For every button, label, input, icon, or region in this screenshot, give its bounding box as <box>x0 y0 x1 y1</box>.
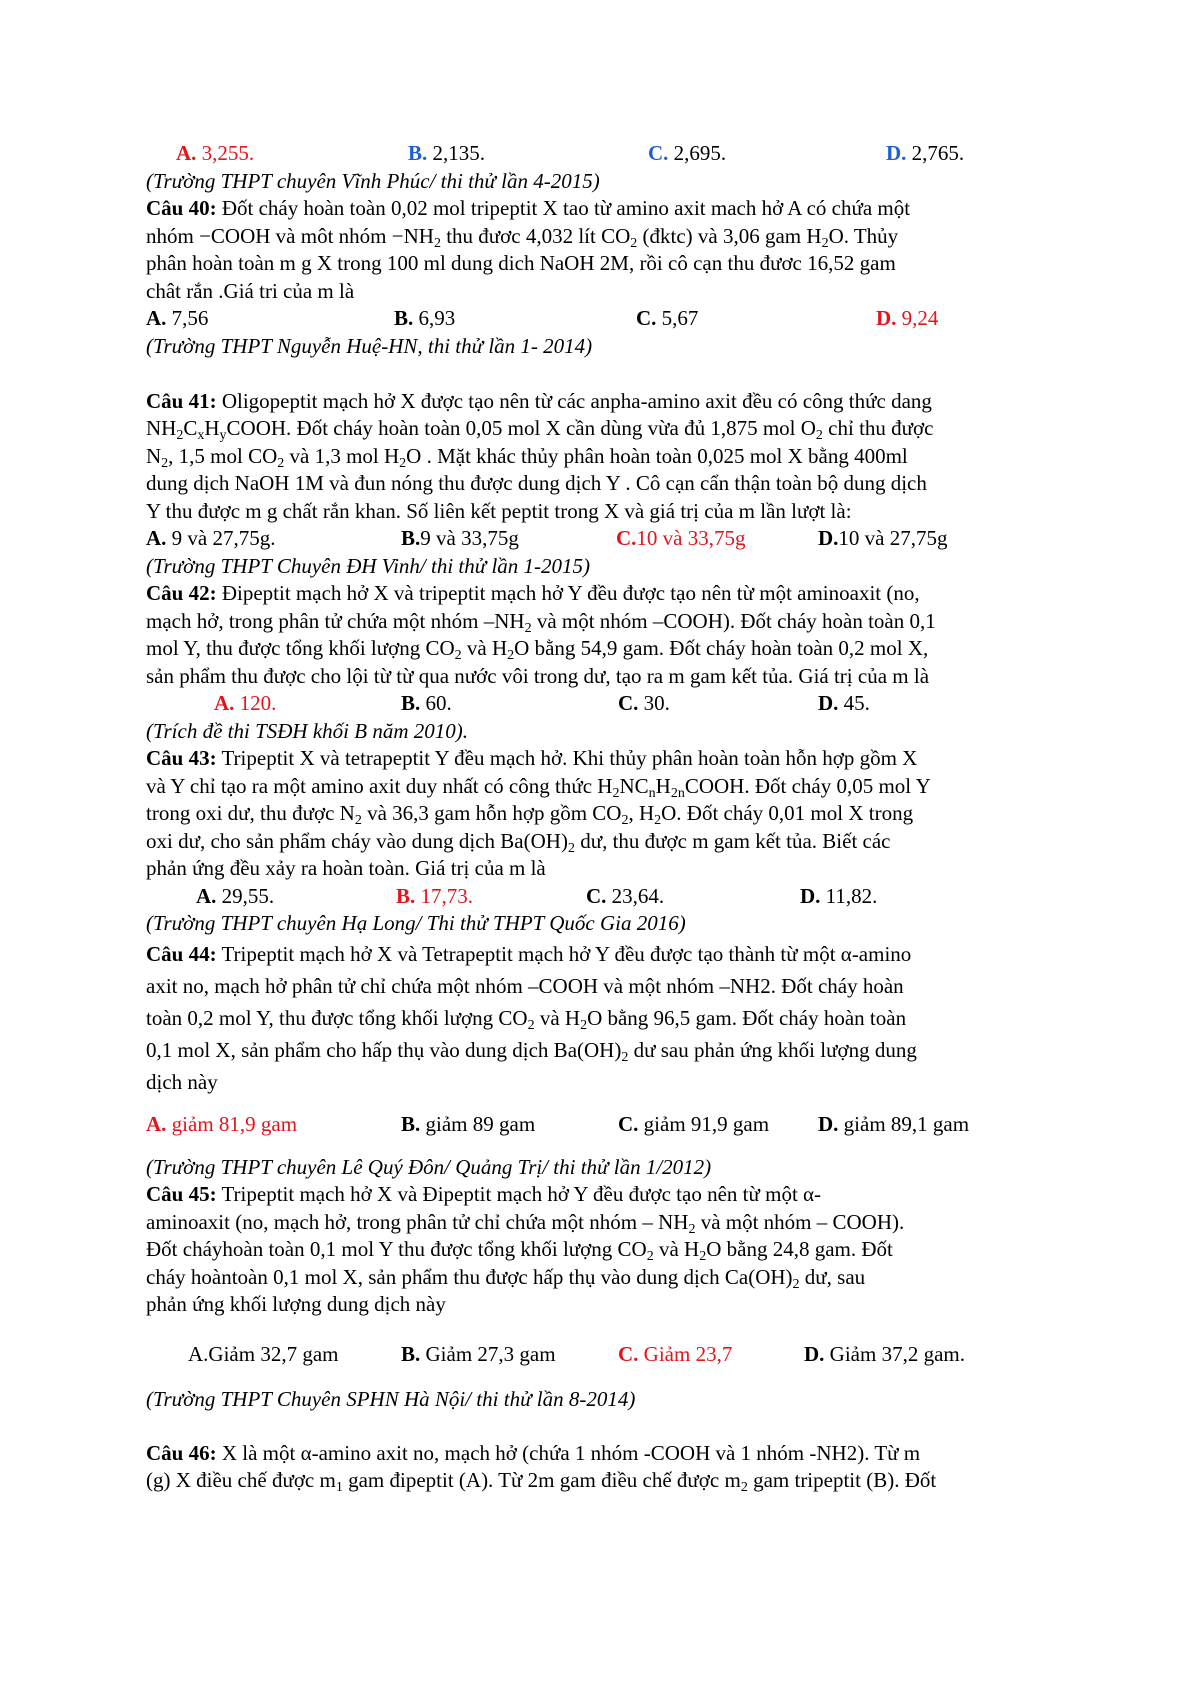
q42-options <box>146 690 1076 718</box>
q39-option-c: C. 2,695. <box>648 141 727 165</box>
question-label: Câu 43: <box>146 746 217 770</box>
question-42: Câu 42: Đipeptit mạch hở X và tripeptit mạch hở Y đều được tạo nên từ một aminoaxit (no, mạch hở, trong phân tử chứa một nhóm $-NH_2$ và một nhóm –COOH). Đốt cháy hoàn toàn 0,1 mol Y, thu được tổng khối lượng $CO_2$ và $H_2O$ bằng 54,9 gam. Đốt cháy hoàn toàn 0,2 mol X, sản phẩm thu được cho lội từ từ qua nước vôi trong dư, tạo ra m gam kết tủa. Giá trị của m là A. 120. B. 60. C. 30. D. 45. (Trích đề thi TSĐH khối B năm 2010). <box>146 580 1076 745</box>
q44-option-c: C. giảm 91,9 gam <box>618 1111 770 1136</box>
q44-source: (Trường THPT chuyên Lê Quý Đôn/ Quảng Trị/ thi thử lần 1/2012) <box>146 1154 712 1179</box>
question-40: Câu 40: Đốt cháy hoàn toàn 0,02 mol tripeptit X tao từ amino axit mach hở A có chứa một nhóm −COOH và môt nhóm $-NH_2$ thu đươc 4,032 lít $CO_2$ (đktc) và 3,06 gam $H_2O$. Thủy phân hoàn toàn m g X trong 100 ml dung dich NaOH 2M, rồi cô cạn thu đươc 16,52 gam chât rắn .Giá tri của m là A. 7,56 B. 6,93 C. 5,67 D. 9,24 (Trường THPT Nguyễn Huệ-HN, thi thử lần 1- 2014) <box>146 195 1076 360</box>
question-44: Câu 44: Tripeptit mạch hở X và Tetrapeptit mạch hở Y đều được tạo thành từ một α-amino axit no, mạch hở phân tử chỉ chứa một nhóm –COOH và một nhóm –NH2. Đốt cháy hoàn toàn 0,2 mol Y, thu được tổng khối lượng $CO_2$ và $H_2O$ bằng 96,5 gam. Đốt cháy hoàn toàn 0,1 mol X, sản phẩm cho hấp thụ vào dung dịch $Ba(OH)_2$ dư sau phản ứng khối lượng dung dịch này <box>146 941 917 1094</box>
q44-option-a: A. giảm 81,9 gam <box>146 1111 298 1136</box>
q45-source: (Trường THPT Chuyên SPHN Hà Nội/ thi thử lần 8-2014) <box>146 1387 636 1411</box>
q39-option-a: A. 3,255. <box>176 141 255 165</box>
q43-option-c: C. 23,64. <box>586 883 665 908</box>
q40-options <box>146 305 1076 333</box>
q40-option-a: A. 7,56 <box>146 306 209 330</box>
q43-option-a: A. 29,55. <box>196 883 275 908</box>
q41-option-c: C.10 và 33,75g <box>616 526 746 550</box>
q42-source: (Trích đề thi TSĐH khối B năm 2010). <box>146 718 468 743</box>
question-label: Câu 42: <box>146 581 217 605</box>
q45-options <box>146 1341 1076 1369</box>
q41-option-b: B.9 và 33,75g <box>401 526 519 550</box>
q45-option-c: C. Giảm 23,7 <box>618 1341 733 1366</box>
question-label: Câu 41: <box>146 388 217 413</box>
q39-option-d: D. 2,765. <box>886 141 965 165</box>
q44-option-b: B. giảm 89 gam <box>401 1111 536 1136</box>
question-label: Câu 40: <box>146 196 217 220</box>
question-label: Câu 44: <box>146 941 217 966</box>
q40-option-c: C. 5,67 <box>636 306 699 330</box>
q40-option-b: B. 6,93 <box>394 306 456 330</box>
q42-option-a: A. 120. <box>214 691 277 715</box>
question-label: Câu 45: <box>146 1182 217 1206</box>
q45-option-b: B. Giảm 27,3 gam <box>401 1341 556 1366</box>
q45-option-a: A.Giảm 32,7 gam <box>188 1341 339 1366</box>
question-45: Câu 45: Tripeptit mạch hở X và Đipeptit mạch hở Y đều được tạo nên từ một α- aminoaxit (no, mạch hở, trong phân tử chỉ chứa một nhóm – $NH_2$ và một nhóm – COOH). Đốt cháyhoàn toàn 0,1 mol Y thu được tổng khối lượng $CO_2$ và $H_2O$ bằng 24,8 gam. Đốt cháy hoàntoàn 0,1 mol X, sản phẩm thu được hấp thụ vào dung dịch $Ca(OH)_2$ dư, sau phản ứng khối lượng dung dịch này <box>146 1182 905 1316</box>
document-page <box>146 140 1076 1495</box>
q39-options <box>146 140 1076 168</box>
q43-options <box>146 883 1076 911</box>
question-43: Câu 43: Tripeptit X và tetrapeptit Y đều mạch hở. Khi thủy phân hoàn toàn hỗn hợp gồm X và Y chỉ tạo ra một amino axit duy nhất có công thức $H_2NC_nH_{2n}COOH$. Đốt cháy 0,05 mol Y trong oxi dư, thu được $N_2$ và 36,3 gam hỗn hợp gồm $CO_2$, $H_2O$. Đốt cháy 0,01 mol X trong oxi dư, cho sản phẩm cháy vào dung dịch $Ba(OH)_2$ dư, thu được m gam kết tủa. Biết các phản ứng đều xảy ra hoàn toàn. Giá trị của m là A. 29,55. B. 17,73. C. 23,64. D. 11,82. (Trường THPT chuyên Hạ Long/ Thi thử THPT Quốc Gia 2016) <box>146 745 1076 938</box>
question-41: Câu 41: Oligopeptit mạch hở X được tạo nên từ các anpha-amino axit đều có công thức dang $NH_2C_xH_yCOOH$. Đốt cháy hoàn toàn 0,05 mol X cần dùng vừa đủ 1,875 mol $O_2$ chỉ thu được $N_2$, 1,5 mol $CO_2$ và 1,3 mol $H_2O$ . Mặt khác thủy phân hoàn toàn 0,025 mol X bằng 400ml dung dịch NaOH 1M và đun nóng thu được dung dịch Y . Cô cạn cẩn thận toàn bộ dung dịch Y thu được m g chất rắn khan. Số liên kết peptit trong X và giá trị của m lần lượt là: A. 9 và 27,75g. B.9 và 33,75g C.10 và 33,75g D.10 và 27,75g (Trường THPT Chuyên ĐH Vinh/ thi thử lần 1-2015) <box>146 388 1076 581</box>
q41-option-d: D.10 và 27,75g <box>818 526 948 550</box>
q43-source: (Trường THPT chuyên Hạ Long/ Thi thử THPT Quốc Gia 2016) <box>146 911 686 935</box>
q41-options <box>146 525 1076 553</box>
q42-option-c: C. 30. <box>618 691 670 715</box>
q40-source: (Trường THPT Nguyễn Huệ-HN, thi thử lần 1- 2014) <box>146 333 593 358</box>
q42-option-b: B. 60. <box>401 691 452 715</box>
q44-options <box>146 1108 1076 1140</box>
question-label: Câu 46: <box>146 1440 217 1465</box>
q41-source: (Trường THPT Chuyên ĐH Vinh/ thi thử lần 1-2015) <box>146 553 591 578</box>
q42-option-d: D. 45. <box>818 691 870 715</box>
q45-option-d: D. Giảm 37,2 gam. <box>804 1341 965 1366</box>
q41-option-a: A. 9 và 27,75g. <box>146 526 276 550</box>
q43-option-d: D. 11,82. <box>800 883 878 908</box>
q43-option-b: B. 17,73. <box>396 883 474 908</box>
q44-option-d: D. giảm 89,1 gam <box>818 1111 970 1136</box>
q40-option-d: D. 9,24 <box>876 306 939 330</box>
q39-source: (Trường THPT chuyên Vĩnh Phúc/ thi thử lần 4-2015) <box>146 168 600 193</box>
question-46: Câu 46: X là một α-amino axit no, mạch hở (chứa 1 nhóm -COOH và 1 nhóm -NH2). Từ m (g) X điều chế được $m_1$ gam đipeptit (A). Từ 2m gam điều chế được $m_2$ gam tripeptit (B). Đốt <box>146 1440 937 1495</box>
q39-option-b: B. 2,135. <box>408 141 486 165</box>
